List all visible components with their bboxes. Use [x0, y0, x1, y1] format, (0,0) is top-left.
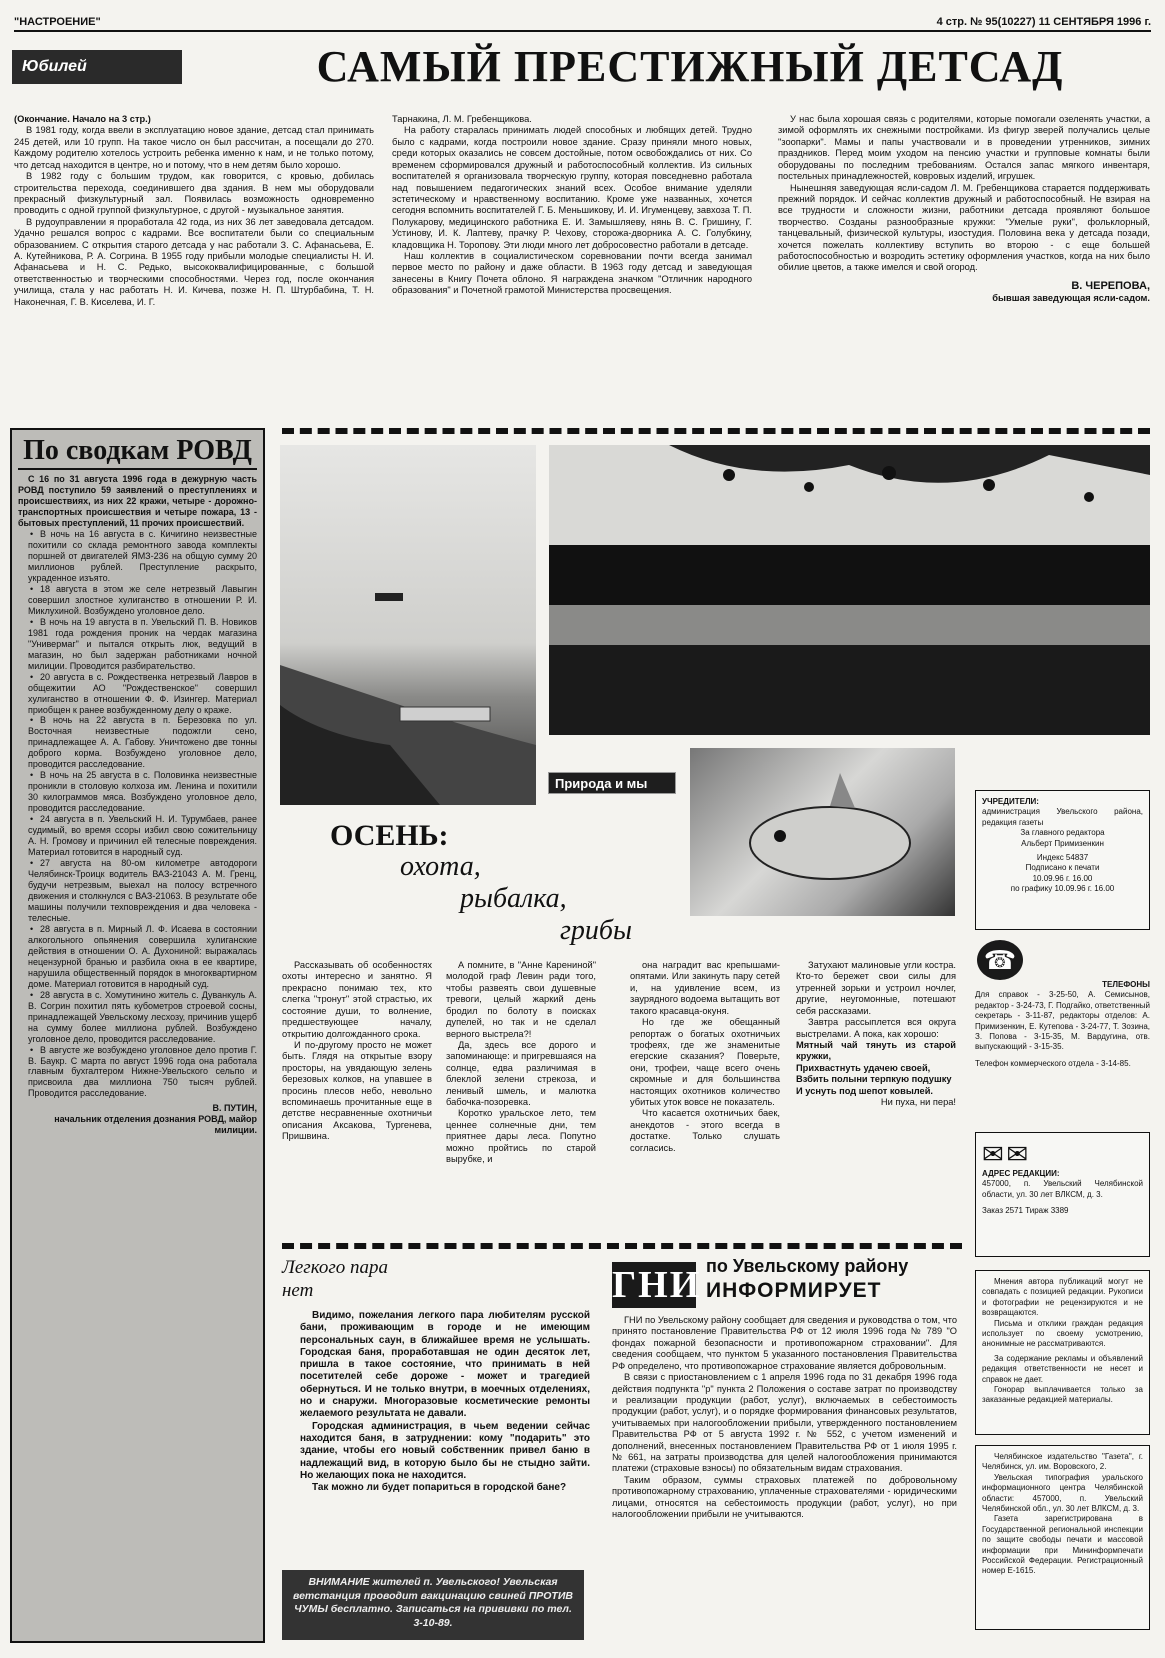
signed-label: Подписано к печати: [1025, 863, 1100, 873]
gni-heading-main: ИНФОРМИРУЕТ: [706, 1279, 882, 1302]
nature-column-2: [446, 960, 596, 1166]
article-paragraph: Тарнакина, Л. М. Гребенщикова.: [392, 114, 532, 124]
gni-heading: по Увельскому району: [706, 1256, 909, 1276]
nature-paragraph: Да, здесь все дорого и запоминающе: и пригревшаяся на солнце, едва различимая в блеклой зелени стрекоза, и ленивый шмель, и малютка бабочка-позоревка.: [446, 1039, 596, 1108]
police-report-box: [10, 428, 265, 1643]
section-divider: [282, 1243, 962, 1249]
nature-column-3: [630, 960, 780, 1154]
police-report-lead: С 16 по 31 августа 1996 года в дежурную часть РОВД поступило 59 заявлений о преступлениях и происшествиях, из них 22 кражи, четыре - дорожно-транспортных происшествия и четыре пожара, 13 - бытовых преступлений, 11 прочих происшествий.: [18, 474, 257, 529]
fish-catch-photo: [690, 748, 955, 916]
police-report-item: • В ночь на 19 августа в п. Увельский П. В. Новиков 1981 года рождения проник на чердак магазина "Универмаг" и пытался открыть люк, ведущий в магазин, но был задержан работниками ночной милиции. Проводится разбирательство.: [18, 617, 257, 672]
vaccination-banner: ВНИМАНИЕ жителей п. Увельского! Увельская ветстанция проводит вакцинацию свиней ПРОТИВ ЧУМЫ бесплатно. Записаться на прививки по тел. 3-10-89.: [282, 1570, 584, 1640]
article-paragraph: На работу старалась принимать людей способных и любящих детей. Трудно было с кадрами, когда построили новое здание. Сразу приняли много новых, среди которых оказались не совсем достойные, потом освобождались от них. Со временем сформировался дружный и работоспособный коллектив. Из сильных воспитателей я организовала творческую группу, которая повседневно работала над повышением педагогических знаний всех. Особое внимание уделяли эстетическому и нравственному воспитанию. Кроме уже названных, хочется сегодня вспомнить воспитателей Г. Б. Меньшикову, И. И. Игуменцеву, завхоза Т. П. Полукарову, медицинского работника Е. И. Замышляеву, нянь В. С. Гришину, Г. Устинову, И. К. Лаптеву, прачку Р. Чехову, сторожа-дворника А. С. Голубкину, кладовщика Н. Торопову. Эти люди много лет добросовестно работали в детсаде.: [392, 125, 752, 250]
police-report-title: По сводкам РОВД: [18, 434, 257, 470]
founders-text: администрация Увельского района, редакция газеты: [982, 807, 1143, 827]
press-info: Увельская типография уральского информационного центра Челябинской области: 457000, п. Увельский Челябинской обл., ул. 30 лет ВЛКСМ, д. 3.: [982, 1472, 1143, 1513]
police-report-item: • В ночь на 25 августа в с. Половинка неизвестные проникли в столовую колхоза им. Ленина и похитили 30 килограммов мяса. Возбуждено уголовное дело, проводится расследование.: [18, 770, 257, 814]
article-paragraph: Нынешняя заведующая ясли-садом Л. М. Гребенщикова старается поддерживать прежний порядок. И сейчас коллектив дружный и работоспособный. Не взирая на все трудности и сложности жизни, работники детсада проявляют большое творчество. Созданы разнообразные кружки: "Умелые руки", фольклорный, танцевальный, физической культуры, изостудия. Половина века у детсада позади, хочется пожелать коллективу вступить во второю - с еще большей работоспособностью и возродить эстетику оформления участков, когда на них было обилие цветов, а также имелся и свой огород.: [778, 182, 1150, 273]
police-report-item: • 24 августа в п. Увельский Н. И. Турумбаев, ранее судимый, во время ссоры избил свою сожительницу А. Н. Громову и причинил ей телесные повреждения. Материал готовится в народный суд.: [18, 814, 257, 858]
bath-title: [282, 1257, 388, 1303]
article-title: САМЫЙ ПРЕСТИЖНЫЙ ДЕТСАД: [316, 42, 1064, 91]
note-letters: Письма и отклики граждан редакция использует по своему усмотрению, анонимные не рассматриваются.: [982, 1318, 1143, 1349]
gni-paragraph: В связи с приостановлением с 1 апреля 1996 года по 31 декабря 1996 года действия подпункта "р" пункта 2 Положения о составе затрат по производству и реализации продукции (работ, услуг), включаемых в себестоимость продукции (работ, услуг), и о порядке формирования финансовых результатов, учитываемых при налогообложении прибыли, утвержденного постановлением Правительства РФ от 5 августа 1992 г. № 552, с учетом изменений и дополнений, внесенных постановлением Правительства РФ от 1 июля 1995 г. № 661, на затраты производства для целей налогообложения принимаются платежи (страховые взносы) по обязательным видам страхования.: [612, 1372, 957, 1474]
nature-paragraph: Затухают малиновые угли костра. Кто-то бережет свои силы для утренней зорьки и устроил ночлег, другие, неугомонные, потешают себя рассказами.: [796, 960, 956, 1016]
header-rule: [14, 30, 1151, 32]
bath-article: [300, 1310, 590, 1494]
editorial-notes-box: [975, 1270, 1150, 1435]
nature-paragraph: Коротко уральское лето, тем ценнее солнечные дни, тем приятнее дары леса. Попутно можно пройтись по старой вырубке, и: [446, 1108, 596, 1165]
phones-text: Для справок - 3-25-50, А. Семисынов, редактор - 3-24-73, Г. Подгайко, ответственный секретарь - 3-11-87, редакторы отделов: А. Примизенкин, Е. Кутепова - 3-24-77, Т. Зозина, З. Попова - 3-15-35, М. Вардугина, отв. выпускающий - 3-15-35.: [975, 990, 1150, 1052]
commercial-phone: Телефон коммерческого отдела - 3-14-85.: [975, 1058, 1131, 1068]
founders-box: [975, 790, 1150, 930]
author-signature: В. ЧЕРЕПОВА,: [1071, 279, 1150, 292]
police-report-item: • В ночь на 22 августа в п. Березовка по ул. Восточная неизвестные подожгли сено, принадлежащее А. А. Габову. Уничтожено две тонны доброго корма. Возбуждено уголовное дело, проводится расследование.: [18, 715, 257, 770]
bath-title-line: Легкого пара: [282, 1257, 389, 1278]
verse-line: Взбить полыни терпкую подушку: [796, 1074, 952, 1085]
forest-lake-photo: [549, 445, 1150, 735]
registration-info: Газета зарегистрирована в Государственной региональной инспекции по защите свободы печати и массовой информации при Мининформпечати Российской Федерации. Регистрационный номер Е-1615.: [982, 1514, 1143, 1576]
schedule-date: по графику 10.09.96 г. 16.00: [1010, 884, 1115, 894]
nature-closing: Ни пуха, ни пера!: [880, 1097, 956, 1108]
article-paragraph: Наш коллектив в социалистическом соревновании почти всегда занимал первое место по району и даже области. В 1963 году детсад и заведующая занесены в Книгу Почета облоно. Я награждена значком "Отличник народного образования" и Почетной грамотой Министерства просвещения.: [392, 251, 752, 296]
editor-role: За главного редактора: [1020, 828, 1105, 838]
article-column-2: [392, 114, 752, 297]
police-report-item: • 28 августа в с. Хомутинино житель с. Дуванкуль А. В. Согрин похитил пять кубометров строевой сосны, принадлежащей Увельскому лесхозу, причинив ущерб на сумму более миллиона рублей. Возбуждено уголовное дело, проводится расследование.: [18, 990, 257, 1045]
nature-subtitle: грибы: [560, 915, 632, 946]
note-ads: За содержание рекламы и объявлений редакция ответственности не несет и справок не дает.: [982, 1353, 1143, 1384]
police-report-item: • В августе же возбуждено уголовное дело против Г. В. Баукр. С марта по август 1996 года она работала главным бухгалтером Нижне-Увельского сельпо и присвоила два миллиона 750 тысяч рублей. Проводится расследование.: [18, 1045, 257, 1100]
order-info: Заказ 2571 Тираж 3389: [982, 1206, 1069, 1216]
envelope-icon: ✉: [982, 1139, 1004, 1169]
address-label: АДРЕС РЕДАКЦИИ:: [982, 1169, 1060, 1178]
nature-subtitle: охота,: [400, 851, 481, 882]
signed-date: 10.09.96 г. 16.00: [1032, 873, 1093, 883]
continuation-note: (Окончание. Начало на 3 стр.): [14, 114, 151, 124]
newspaper-name: "НАСТРОЕНИЕ": [14, 16, 101, 28]
gni-paragraph: ГНИ по Увельскому району сообщает для сведения и руководства о том, что принято постановление Правительства РФ от 12 июля 1996 года № 789 "О фондах пожарной безопасности и противопожарном страховании". Для сведения сообщаем, что пунктом 5 указанного постановления Правительства РФ определено, что противопожарное страхование является добровольным.: [612, 1315, 957, 1371]
police-report-item: • 28 августа в п. Мирный Л. Ф. Исаева в состоянии алкогольного опьянения совершила хулиганские действия в отношении О. А. Духониной: выражалась нецензурной бранью и разбила окна в ее квартире, нарушила общественный порядок в многоквартирном доме. Материал готовится в народный суд.: [18, 924, 257, 990]
section-divider: [282, 428, 1150, 434]
address-text: 457000, п. Увельский Челябинской области, ул. 30 лет ВЛКСМ, д. 3.: [982, 1179, 1143, 1199]
article-paragraph: В рудоуправлении я проработала 42 года, из них 36 лет заведовала детсадом. Удачно решался вопрос с кадрами. Все воспитатели были со специальным образованием. С открытия старого детсада у нас работали З. С. Афанасьева, Е. А. Кутейникова, Р. А. Согрина. В 1955 году прибыли молодые специалисты Н. И. Афанасьева и Н. С. Редько, высококвалифицированные, с большой ответственностью и творческими способностями. Через год, после окончания училища, стала у нас работать Н. И. Кичева, позже Н. П. Штурбабина, Т. Н. Наконечная, Г. В. Киселева, И. Г.: [14, 216, 374, 307]
publisher-info: Челябинское издательство "Газета", г. Челябинск, ул. им. Воровского, 2.: [982, 1452, 1143, 1472]
bath-paragraph: Городская администрация, в чьем ведении сейчас находится баня, в затруднении: кому "подарить" это здание, чтобы его новый собственник привел баню в надлежащий вид, в которую было бы не стыдно зайти. Но желающих пока не находится.: [300, 1420, 590, 1481]
founders-label: УЧРЕДИТЕЛИ:: [982, 797, 1039, 806]
article-paragraph: В 1981 году, когда ввели в эксплуатацию новое здание, детсад стал принимать 245 детей, или 10 групп. На такое число он был рассчитан, а посещали до 270. Каждому родителю хотелось устроить ребенка именно к нам, и не только потому, что детсад находится в центре, но и потому, что в нем детям было хорошо.: [14, 125, 374, 170]
police-report-item: • 18 августа в этом же селе нетрезвый Лавыгин совершил злостное хулиганство в отношении Р. И. Миклухиной. Возбуждено уголовное дело.: [18, 584, 257, 617]
nature-title: ОСЕНЬ:: [330, 819, 449, 852]
address-box: [975, 1132, 1150, 1257]
police-report-item: • 27 августа на 80-ом километре автодороги Челябинск-Троицк водитель ВАЗ-21043 А. М. Гренц, будучи нетрезвым, выехал на полосу встречного движения и столкнулся с ВАЗ-21063. В результате обе машины получили техповреждения и два человека - телесные.: [18, 858, 257, 924]
article-paragraph: У нас была хорошая связь с родителями, которые помогали озеленять участки, а зимой оформлять их снежными постройками. Из фигур зверей получались целые "зоопарки". Мамы и папы участвовали и в проведении утренников, зимних праздников. Перед моим уходом на пенсию участки и групповые комнаты были оборудованы по последним требованиям. Остался запас мягкого инвентаря, постельных принадлежностей, ковровых изделий, игрушек.: [778, 114, 1150, 182]
lake-boat-photo: [280, 445, 536, 805]
bath-paragraph: Видимо, пожелания легкого пара любителям русской бани, проживающим в городе и не имеющим персональных саун, в ближайшее время не услышать. Городская баня, проработавшая не один десяток лет, пришла в такое состояние, что принимать в ней посетителей себе дороже - может и трагедией обернуться. И не только внутри, в моечных отделениях, но и снаружи. Многоразовые косметические ремонты желаемого результата не давали.: [300, 1310, 590, 1420]
rubric-label: Юбилей: [12, 50, 182, 84]
police-report-signature: В. ПУТИН,: [212, 1103, 257, 1114]
nature-paragraph: Что касается охотничьих баек, анекдотов - этого всегда в достатке. Только слушать согласись.: [630, 1108, 780, 1153]
gni-article: [612, 1315, 957, 1521]
subscription-index: Индекс 54837: [1036, 852, 1089, 862]
nature-column-1: [282, 960, 432, 1143]
telephone-icon: ☎: [977, 940, 1023, 980]
author-title: бывшая заведующая ясли-садом.: [992, 293, 1150, 304]
article-column-1: [14, 114, 374, 308]
note-opinion: Мнения автора публикаций могут не совпадать с позицией редакции. Рукописи и фотографии не рецензируются и не возвращаются.: [982, 1277, 1143, 1318]
note-fee: Гонорар выплачивается только за заказанные редакцией материалы.: [982, 1384, 1143, 1405]
nature-subtitle: рыбалка,: [460, 883, 567, 914]
article-column-3: [778, 114, 1150, 305]
editor-name: Альберт Примизенкин: [1021, 838, 1104, 848]
verse-line: Мятный чай тянуть из старой кружки,: [796, 1039, 956, 1062]
phones-block: [975, 940, 1150, 1069]
nature-paragraph: Рассказывать об особенностях охоты интересно и занятно. Я прекрасно понимаю тех, кто слегка "тронут" этой страстью, их состояние души, то волнение, предшествующее началу, открытию долгожданного срока.: [282, 960, 432, 1039]
nature-paragraph: она наградит вас крепышами-опятами. Или закинуть пару сетей и, на удивление всем, из заурядного водоема вытащить вот такого красавца-окуня.: [630, 960, 780, 1016]
article-paragraph: В 1982 году с большим трудом, как говорится, с кровью, добилась строительства перехода, соединившего два здания. В нем мы оборудовали прекрасный физкультурный зал. Появилась возможность одновременно проводить с одной группой физкультурное, с другой - музыкальное занятия.: [14, 171, 374, 216]
phones-label: ТЕЛЕФОНЫ: [1102, 980, 1150, 989]
police-report-signature-title: начальник отделения дознания РОВД, майор милиции.: [54, 1114, 257, 1136]
verse-line: Прихвастнуть удачею своей,: [796, 1062, 931, 1073]
issue-info: 4 стр. № 95(10227) 11 СЕНТЯБРЯ 1996 г.: [936, 16, 1151, 28]
nature-column-4: [796, 960, 956, 1108]
envelope-icon: ✉: [1006, 1139, 1029, 1169]
bath-paragraph: Так можно ли будет попариться в городской бане?: [312, 1482, 567, 1494]
bath-title-line: нет: [282, 1279, 314, 1301]
nature-paragraph: Но где же обещанный репортаж о богатых охотничьих трофеях, где же знаменитые егерские сказания? Поверьте, они, трофеи, чаще всего очень скромные и для большинства настоящих охотников количество убитых уток вовсе не показатель.: [630, 1017, 780, 1108]
printing-info-box: [975, 1445, 1150, 1630]
gni-logo: ГНИ: [612, 1264, 702, 1306]
police-report-item: • 20 августа в с. Рождественка нетрезвый Лавров в общежитии АО "Рождественское" совершил хулиганство в отношении Ф. Ф. Изингер. Материал приобщен к ранее возбужденному делу о краже.: [18, 672, 257, 716]
police-report-item: • В ночь на 16 августа в с. Кичигино неизвестные похитили со склада ремонтного завода комплекты поршней от двигателей ЯМЗ-236 на общую сумму 20 миллионов рублей. Преступление раскрыто, украденное изъято.: [18, 529, 257, 584]
nature-paragraph: И по-другому просто не может быть. Глядя на открытые взору просторы, на увядающую зелень березовых колков, на упавшее в просинь плесов небо, невольно вспоминаешь прочитанные еще в детстве несравненные охотничьи описания Аксакова, Тургенева, Пришвина.: [282, 1039, 432, 1142]
gni-paragraph: Таким образом, суммы страховых платежей по добровольному противопожарному страхованию, уплаченные страхователями - юридическими лицами, относятся на себестоимость продукции (работ, услуг), но при налогообложении прибыли не учитываются.: [612, 1474, 957, 1520]
verse-line: И уснуть под шепот ковылей.: [796, 1085, 934, 1096]
nature-paragraph: А помните, в "Анне Карениной" молодой граф Левин ради того, чтобы развеять свои душевные тревоги, целый жаркий день бродил по болоту в поисках дупелей, но так и не сделал верного выстрела?!: [446, 960, 596, 1039]
nature-paragraph: Завтра рассыплется вся округа выстрелами. А пока, как хорошо:: [796, 1017, 956, 1039]
section-label: Природа и мы: [548, 772, 676, 794]
